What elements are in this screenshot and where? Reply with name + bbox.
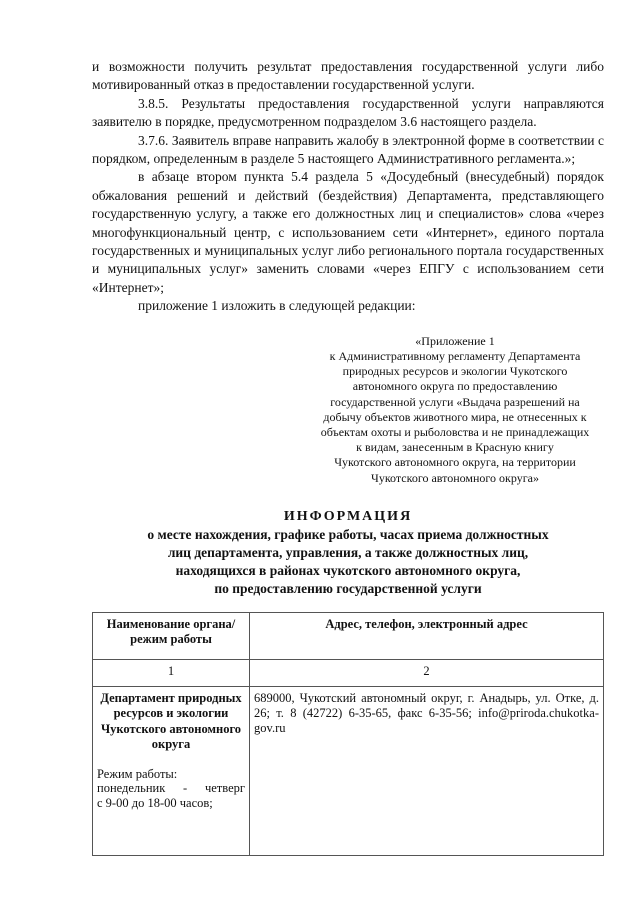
document-page bbox=[92, 58, 604, 856]
address-text: 689000, Чукотский автономный округ, г. Анадырь, ул. Отке, д. 26; т. 8 (42722) 6-35-65, факс 6-35-56; info@priroda.chukotka-gov.ru bbox=[254, 690, 599, 735]
info-subtitle-line: о месте нахождения, графике работы, часах приема должностных bbox=[147, 526, 549, 542]
appendix-line: «Приложение 1 bbox=[415, 333, 495, 348]
paragraph: 3.8.5. Результаты предоставления государственной услуги направляются заявителю в порядке, предусмотренном подразделом 3.6 настоящего раздела. bbox=[92, 95, 604, 130]
table-number-row bbox=[93, 659, 604, 686]
paragraph: приложение 1 изложить в следующей редакции: bbox=[138, 298, 416, 314]
table-header-address: Адрес, телефон, электронный адрес bbox=[250, 612, 604, 659]
table-col-number-2: 2 bbox=[250, 659, 604, 686]
appendix-line: государственной услуги «Выдача разрешений на bbox=[330, 394, 580, 409]
appendix-line: к видам, занесенным в Красную книгу bbox=[356, 440, 554, 455]
info-table bbox=[92, 612, 604, 856]
paragraph: и возможности получить результат предоставления государственной услуги либо мотивированный отказ в предоставлении государственной услуги. bbox=[92, 59, 604, 93]
org-cell bbox=[93, 686, 250, 855]
work-mode-hours: с 9-00 до 18-00 часов; bbox=[97, 795, 213, 810]
org-name: Департамент природных ресурсов и экологии Чукотского автономного округа bbox=[100, 690, 242, 752]
appendix-line: Чукотского автономного округа» bbox=[371, 470, 539, 485]
appendix-line: Чукотского автономного округа, на территории bbox=[334, 455, 576, 470]
info-subtitle-line: находящихся в районах чукотского автономного округа, bbox=[175, 562, 521, 578]
work-mode-label: Режим работы: bbox=[97, 766, 178, 781]
appendix-line: добычу объектов животного мира, не отнесенных к bbox=[323, 409, 587, 424]
table-col-number-1: 1 bbox=[93, 659, 250, 686]
info-subtitle-line: по предоставлению государственной услуги bbox=[214, 580, 482, 596]
body-text bbox=[92, 58, 604, 316]
appendix-line: автономного округа по предоставлению bbox=[352, 379, 558, 394]
table-header-org: Наименование органа/режим работы bbox=[93, 612, 250, 659]
info-title: ИНФОРМАЦИЯ bbox=[283, 508, 413, 524]
appendix-heading bbox=[306, 334, 604, 486]
work-mode-days: понедельник - четверг bbox=[97, 781, 245, 796]
table-row bbox=[93, 686, 604, 855]
info-subtitle-line: лиц департамента, управления, а также должностных лиц, bbox=[167, 544, 529, 560]
address-cell bbox=[250, 686, 604, 855]
appendix-line: природных ресурсов и экологии Чукотского bbox=[342, 364, 568, 379]
appendix-line: к Административному регламенту Департамента bbox=[329, 348, 581, 363]
appendix-line: объектам охоты и рыболовства и не принадлежащих bbox=[320, 424, 590, 439]
paragraph: в абзаце втором пункта 5.4 раздела 5 «Досудебный (внесудебный) порядок обжалования решений и действий (бездействия) Департамента, представляющего государственную услугу, а также его должностных лиц и специалистов» слова «через многофункциональный центр, с использованием сети «Интернет», единого портала государственных и муниципальных услуг либо регионального портала государственных и муниципальных услуг» заменить словами «через ЕПГУ с использованием сети «Интернет»; bbox=[92, 169, 604, 295]
info-subtitle bbox=[92, 526, 604, 598]
table-header-row bbox=[93, 612, 604, 659]
paragraph: 3.7.6. Заявитель вправе направить жалобу в электронной форме в соответствии с порядком, определенным в разделе 5 настоящего Административного регламента.»; bbox=[92, 132, 604, 167]
